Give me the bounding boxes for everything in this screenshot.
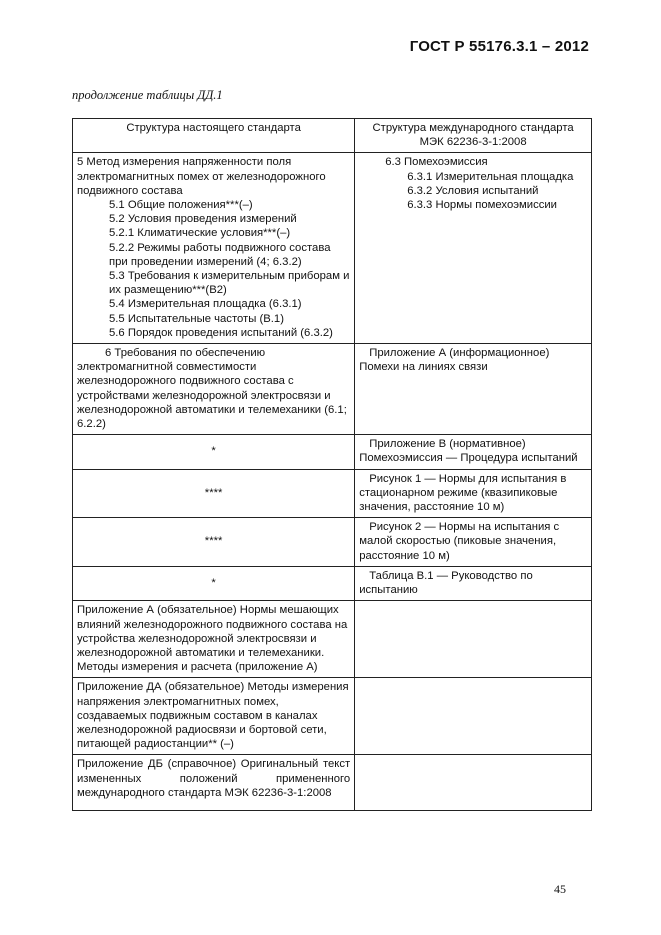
table-cell xyxy=(355,678,592,755)
table-cell xyxy=(355,601,592,678)
table-cell: * xyxy=(73,435,355,469)
table-cell: Рисунок 1 — Нормы для испытания в стационарном режиме (квазипиковые значения, расстояние 10 м) xyxy=(355,469,592,518)
table-cell xyxy=(355,153,592,344)
header-cell-international: Структура международного стандарта МЭК 62236-3-1:2008 xyxy=(355,119,592,153)
table-caption: продолжение таблицы ДД.1 xyxy=(72,88,223,102)
table-row xyxy=(73,601,592,678)
table-row xyxy=(73,344,592,435)
document-header: ГОСТ Р 55176.3.1 – 2012 xyxy=(409,38,589,55)
table-cell: 6 Требования по обеспечению электромагнитной совместимости железнодорожного подвижного состава с устройствами железнодорожной электросвязи и железнодорожной автоматики и телемеханики (6.1; 6.2.2) xyxy=(73,344,355,435)
table-cell: Таблица В.1 — Руководство по испытанию xyxy=(355,566,592,600)
table-cell: Приложение ДБ (справочное) Оригинальный текст измененных положений примененного международного стандарта МЭК 62236-3-1:2008 xyxy=(73,755,355,811)
table-cell: Приложение В (нормативное) Помехоэмиссия — Процедура испытаний xyxy=(355,435,592,469)
correspondence-table xyxy=(72,118,592,811)
header-cell-national: Структура настоящего стандарта xyxy=(73,119,355,153)
section-item: 5.2.2 Режимы работы подвижного состава при проведении измерений (4; 6.3.2) xyxy=(109,241,331,268)
section-item: 5.1 Общие положения***(–) xyxy=(109,199,253,212)
section-item: 5.2.1 Климатические условия***(–) xyxy=(109,227,291,240)
table-cell xyxy=(73,153,355,344)
section-item: 5.2 Условия проведения измерений xyxy=(109,213,297,226)
table-cell: Приложение А (обязательное) Нормы мешающих влияний железнодорожного подвижного состава на устройства железнодорожной электросвязи и железнодорожной автоматики и телемеханики. Методы измерения и расчета (приложение А) xyxy=(73,601,355,678)
table-cell: **** xyxy=(73,518,355,567)
section-item: 6.3.2 Условия испытаний xyxy=(407,184,539,197)
page-number: 45 xyxy=(554,882,566,896)
table-header-row xyxy=(73,119,592,153)
table-row xyxy=(73,518,592,567)
section-title: 6.3 Помехоэмиссия xyxy=(385,156,488,169)
table-cell xyxy=(355,755,592,811)
table-cell: Приложение ДА (обязательное) Методы измерения напряжения электромагнитных помех, создаваемых подвижным составом в каналах железнодорожной радиосвязи и бортовой сети, питающей радиостанции** (–) xyxy=(73,678,355,755)
table-row xyxy=(73,678,592,755)
table-cell: Приложение А (информационное) Помехи на линиях связи xyxy=(355,344,592,435)
table-row xyxy=(73,153,592,344)
section-item: 5.4 Измерительная площадка (6.3.1) xyxy=(109,298,302,311)
table-row xyxy=(73,755,592,811)
section-item: 5.6 Порядок проведения испытаний (6.3.2) xyxy=(109,326,333,339)
table-row xyxy=(73,566,592,600)
table-cell: * xyxy=(73,566,355,600)
table-cell: **** xyxy=(73,469,355,518)
section-item: 5.3 Требования к измерительным приборам и их размещению***(В2) xyxy=(109,270,350,297)
section-title: 5 Метод измерения напряженности поля электромагнитных помех от железнодорожного подвижного состава xyxy=(77,156,326,197)
section-item: 6.3.3 Нормы помехоэмиссии xyxy=(407,199,557,212)
table-row xyxy=(73,435,592,469)
section-item: 6.3.1 Измерительная площадка xyxy=(407,170,574,183)
table-row xyxy=(73,469,592,518)
table-cell: Рисунок 2 — Нормы на испытания с малой скоростью (пиковые значения, расстояние 10 м) xyxy=(355,518,592,567)
section-item: 5.5 Испытательные частоты (В.1) xyxy=(109,312,284,325)
